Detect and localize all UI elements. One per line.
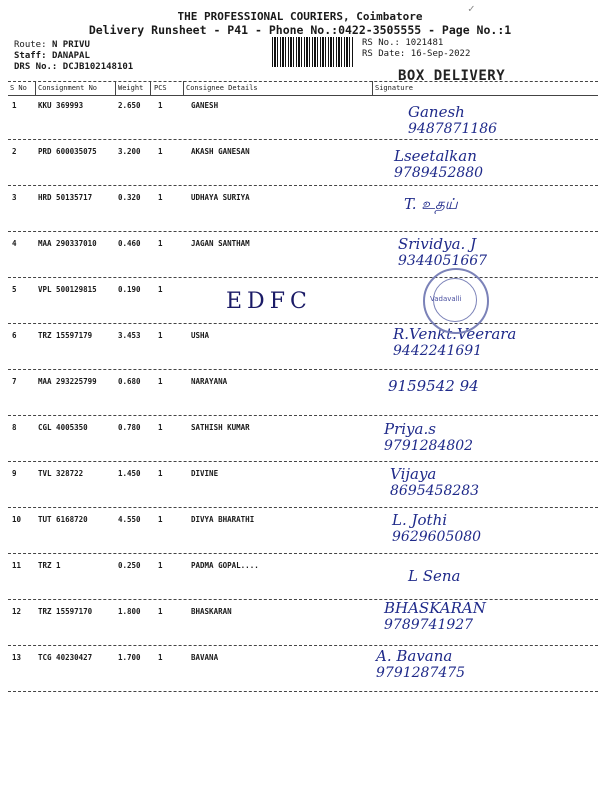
cell-weight: 0.320 xyxy=(118,193,141,202)
route-value: N PRIVU xyxy=(51,40,90,50)
col-header-signature: Signature xyxy=(375,84,413,92)
cell-consignment: TCG 40230427 xyxy=(38,653,93,662)
header-top-rule xyxy=(8,81,598,82)
cell-weight: 1.800 xyxy=(118,607,141,616)
cell-pcs: 1 xyxy=(158,101,163,110)
staff-label: Staff: xyxy=(14,51,47,61)
cell-consignment: MAA 293225799 xyxy=(38,377,97,386)
signature-name: Lseetalkan xyxy=(394,147,477,165)
cell-weight: 0.190 xyxy=(118,285,141,294)
staff-line xyxy=(14,51,90,61)
cell-consignee: USHA xyxy=(191,331,210,340)
col-divider xyxy=(115,81,116,95)
cell-sno: 10 xyxy=(12,515,22,524)
signature-name: Vijaya xyxy=(390,465,437,483)
cell-pcs: 1 xyxy=(158,561,163,570)
cell-consignee: GANESH xyxy=(191,101,219,110)
signature-phone: 8695458283 xyxy=(390,483,480,499)
cell-consignee: DIVINE xyxy=(191,469,219,478)
drs-line xyxy=(14,62,133,72)
cell-weight: 4.550 xyxy=(118,515,141,524)
cell-sno: 7 xyxy=(12,377,17,386)
row5-handwritten-note: EDFC xyxy=(226,289,312,314)
handwritten-signature xyxy=(384,420,473,454)
cell-sno: 11 xyxy=(12,561,22,570)
signature-name: A. Bavana xyxy=(376,647,453,665)
col-header-consignment: Consignment No xyxy=(38,84,98,92)
signature-phone: 9442241691 xyxy=(393,343,483,359)
cell-consignment: PRD 600035075 xyxy=(38,147,97,156)
signature-phone: 9629605080 xyxy=(392,529,482,545)
cell-pcs: 1 xyxy=(158,147,163,156)
rs-no-value: 1021481 xyxy=(405,38,444,48)
box-delivery-stamp: BOX DELIVERY xyxy=(398,68,506,84)
cell-pcs: 1 xyxy=(158,423,163,432)
signature-name: Priya.s xyxy=(384,420,436,438)
cell-weight: 3.453 xyxy=(118,331,141,340)
row-separator xyxy=(8,277,598,278)
handwritten-signature xyxy=(388,377,479,395)
cell-consignee: NARAYANA xyxy=(191,377,228,386)
rs-no-line xyxy=(362,38,443,48)
company-title: THE PROFESSIONAL COURIERS, Coimbatore xyxy=(177,10,423,23)
cell-sno: 8 xyxy=(12,423,17,432)
handwritten-signature xyxy=(376,647,465,681)
signature-name: T. உதய் xyxy=(404,195,458,213)
cell-consignee: JAGAN SANTHAM xyxy=(191,239,250,248)
cell-pcs: 1 xyxy=(158,377,163,386)
cell-sno: 12 xyxy=(12,607,22,616)
row-separator xyxy=(8,369,598,370)
row-separator xyxy=(8,599,598,600)
col-divider xyxy=(183,81,184,95)
signature-phone: 9791287475 xyxy=(376,665,466,681)
row-separator xyxy=(8,415,598,416)
col-divider xyxy=(372,81,373,95)
drs-label: DRS No.: xyxy=(14,62,58,72)
runsheet-title: Delivery Runsheet - P41 - Phone No.:0422-3505555 - Page No.:1 xyxy=(88,23,512,37)
col-header-sno: S No xyxy=(10,84,27,92)
cell-weight: 2.650 xyxy=(118,101,141,110)
cell-sno: 9 xyxy=(12,469,17,478)
cell-weight: 1.450 xyxy=(118,469,141,478)
col-divider xyxy=(150,81,151,95)
cell-consignment: CGL 4005350 xyxy=(38,423,88,432)
handwritten-signature xyxy=(408,567,461,585)
row-separator xyxy=(8,553,598,554)
corner-scribble: ✓ xyxy=(468,2,475,15)
cell-consignment: TRZ 15597179 xyxy=(38,331,93,340)
cell-sno: 13 xyxy=(12,653,22,662)
row-separator xyxy=(8,645,598,646)
signature-name: Ganesh xyxy=(408,103,465,121)
cell-consignment: TRZ 1 xyxy=(38,561,61,570)
cell-pcs: 1 xyxy=(158,285,163,294)
cell-consignee: PADMA GOPAL.... xyxy=(191,561,259,570)
barcode xyxy=(272,37,354,67)
row-separator xyxy=(8,185,598,186)
cell-sno: 6 xyxy=(12,331,17,340)
signature-name: R.Venkt.Veerara xyxy=(393,325,517,343)
cell-pcs: 1 xyxy=(158,515,163,524)
cell-consignment: KKU 369993 xyxy=(38,101,84,110)
cell-weight: 3.200 xyxy=(118,147,141,156)
cell-consignment: HRD 50135717 xyxy=(38,193,93,202)
cell-consignee: SATHISH KUMAR xyxy=(191,423,250,432)
col-header-consignee: Consignee Details xyxy=(186,84,258,92)
drs-value: DCJB102148101 xyxy=(62,62,134,72)
cell-sno: 5 xyxy=(12,285,17,294)
rs-no-label: RS No.: xyxy=(362,38,400,48)
row-separator xyxy=(8,507,598,508)
handwritten-signature xyxy=(398,235,487,269)
cell-consignee: BHASKARAN xyxy=(191,607,232,616)
cell-weight: 0.780 xyxy=(118,423,141,432)
cell-consignment: TVL 328722 xyxy=(38,469,84,478)
cell-sno: 4 xyxy=(12,239,17,248)
cell-consignee: AKASH GANESAN xyxy=(191,147,250,156)
handwritten-signature xyxy=(392,511,481,545)
row-separator xyxy=(8,691,598,692)
cell-consignee: DIVYA BHARATHI xyxy=(191,515,255,524)
rs-date-label: RS Date: xyxy=(362,49,406,59)
signature-phone: 9791284802 xyxy=(384,438,474,454)
cell-consignment: MAA 290337010 xyxy=(38,239,97,248)
rs-date-line xyxy=(362,49,470,59)
cell-pcs: 1 xyxy=(158,469,163,478)
row-separator xyxy=(8,139,598,140)
stamp-text: Vadavalli xyxy=(430,295,462,303)
signature-phone: 9789452880 xyxy=(394,165,484,181)
cell-weight: 1.700 xyxy=(118,653,141,662)
signature-phone: 9487871186 xyxy=(408,121,498,137)
signature-name: L. Jothi xyxy=(392,511,448,529)
cell-consignment: TRZ 15597170 xyxy=(38,607,93,616)
signature-phone: 9789741927 xyxy=(384,617,474,633)
handwritten-signature xyxy=(384,599,486,633)
handwritten-signature xyxy=(404,195,458,215)
cell-weight: 0.250 xyxy=(118,561,141,570)
row-separator xyxy=(8,231,598,232)
col-header-pcs: PCS xyxy=(154,84,167,92)
route-line xyxy=(14,40,90,50)
col-header-weight: Weight xyxy=(118,84,144,92)
cell-sno: 3 xyxy=(12,193,17,202)
cell-pcs: 1 xyxy=(158,331,163,340)
cell-weight: 0.680 xyxy=(118,377,141,386)
signature-name: BHASKARAN xyxy=(384,599,486,617)
cell-weight: 0.460 xyxy=(118,239,141,248)
route-label: Route: xyxy=(14,40,47,50)
handwritten-signature xyxy=(394,147,483,181)
handwritten-signature xyxy=(390,465,479,499)
cell-pcs: 1 xyxy=(158,193,163,202)
row-separator xyxy=(8,323,598,324)
cell-consignee: BAVANA xyxy=(191,653,219,662)
cell-pcs: 1 xyxy=(158,607,163,616)
signature-name: 9159542 94 xyxy=(388,377,479,395)
cell-consignment: VPL 500129815 xyxy=(38,285,97,294)
signature-phone: 9344051667 xyxy=(398,253,488,269)
staff-value: DANAPAL xyxy=(51,51,90,61)
rs-date-value: 16-Sep-2022 xyxy=(410,49,471,59)
cell-pcs: 1 xyxy=(158,239,163,248)
cell-sno: 1 xyxy=(12,101,17,110)
cell-pcs: 1 xyxy=(158,653,163,662)
cell-sno: 2 xyxy=(12,147,17,156)
col-divider xyxy=(35,81,36,95)
signature-name: L Sena xyxy=(408,567,461,585)
row-separator xyxy=(8,461,598,462)
handwritten-signature xyxy=(408,103,497,137)
cell-consignee: UDHAYA SURIYA xyxy=(191,193,250,202)
signature-name: Srividya. J xyxy=(398,235,477,253)
cell-consignment: TUT 6168720 xyxy=(38,515,88,524)
